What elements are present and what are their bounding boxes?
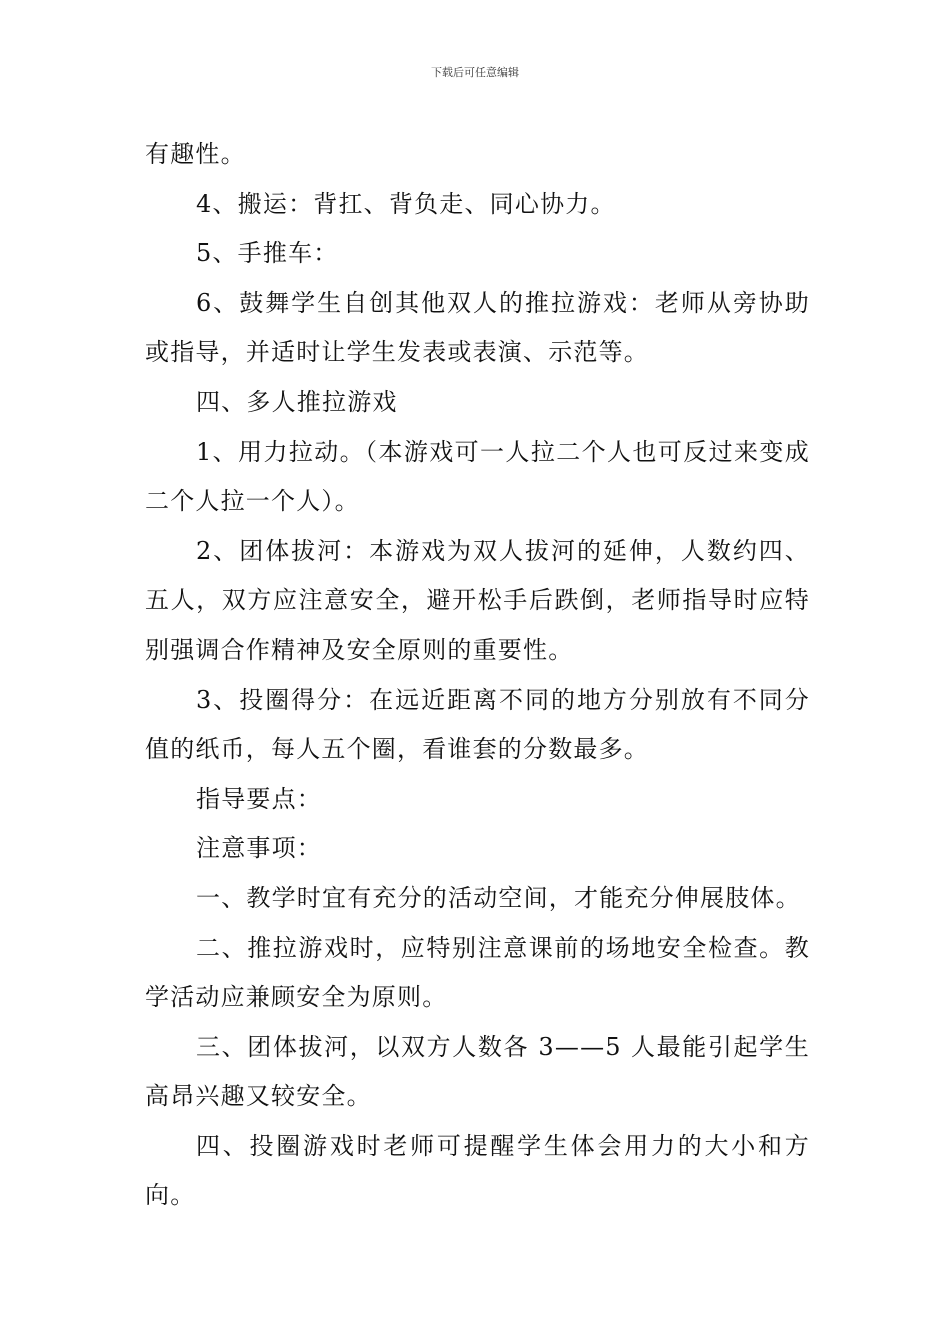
paragraph-5: 1、用力拉动。（本游戏可一人拉二个人也可反过来变成二个人拉一个人）。	[145, 437, 810, 516]
note-1: 一、教学时宜有充分的活动空间，才能充分伸展肢体。	[196, 883, 801, 912]
section-heading-4: 四、多人推拉游戏	[196, 387, 398, 416]
note-3: 三、团体拔河，以双方人数各 3——5 人最能引起学生高昂兴趣又较安全。	[145, 1032, 810, 1111]
notes-heading: 注意事项：	[196, 834, 322, 863]
document-body	[145, 130, 810, 1221]
guidance-heading: 指导要点：	[196, 784, 322, 813]
paragraph-3: 5、手推车：	[196, 239, 339, 268]
paragraph-1: 有趣性。	[145, 140, 246, 168]
paragraph-7: 3、投圈得分：在远近距离不同的地方分别放有不同分值的纸币，每人五个圈，看谁套的分数最多。	[145, 685, 810, 764]
paragraph-4: 6、鼓舞学生自创其他双人的推拉游戏：老师从旁协助或指导，并适时让学生发表或表演、示范等。	[145, 288, 810, 367]
paragraph-6: 2、团体拔河：本游戏为双人拔河的延伸，人数约四、五人，双方应注意安全，避开松手后跌倒，老师指导时应特别强调合作精神及安全原则的重要性。	[145, 536, 810, 664]
note-4: 四、投圈游戏时老师可提醒学生体会用力的大小和方向。	[145, 1131, 810, 1210]
paragraph-2: 4、搬运：背扛、背负走、同心协力。	[196, 189, 616, 218]
page-header: 下载后可任意编辑	[431, 66, 519, 79]
note-2: 二、推拉游戏时，应特别注意课前的场地安全检查。教学活动应兼顾安全为原则。	[145, 933, 810, 1012]
